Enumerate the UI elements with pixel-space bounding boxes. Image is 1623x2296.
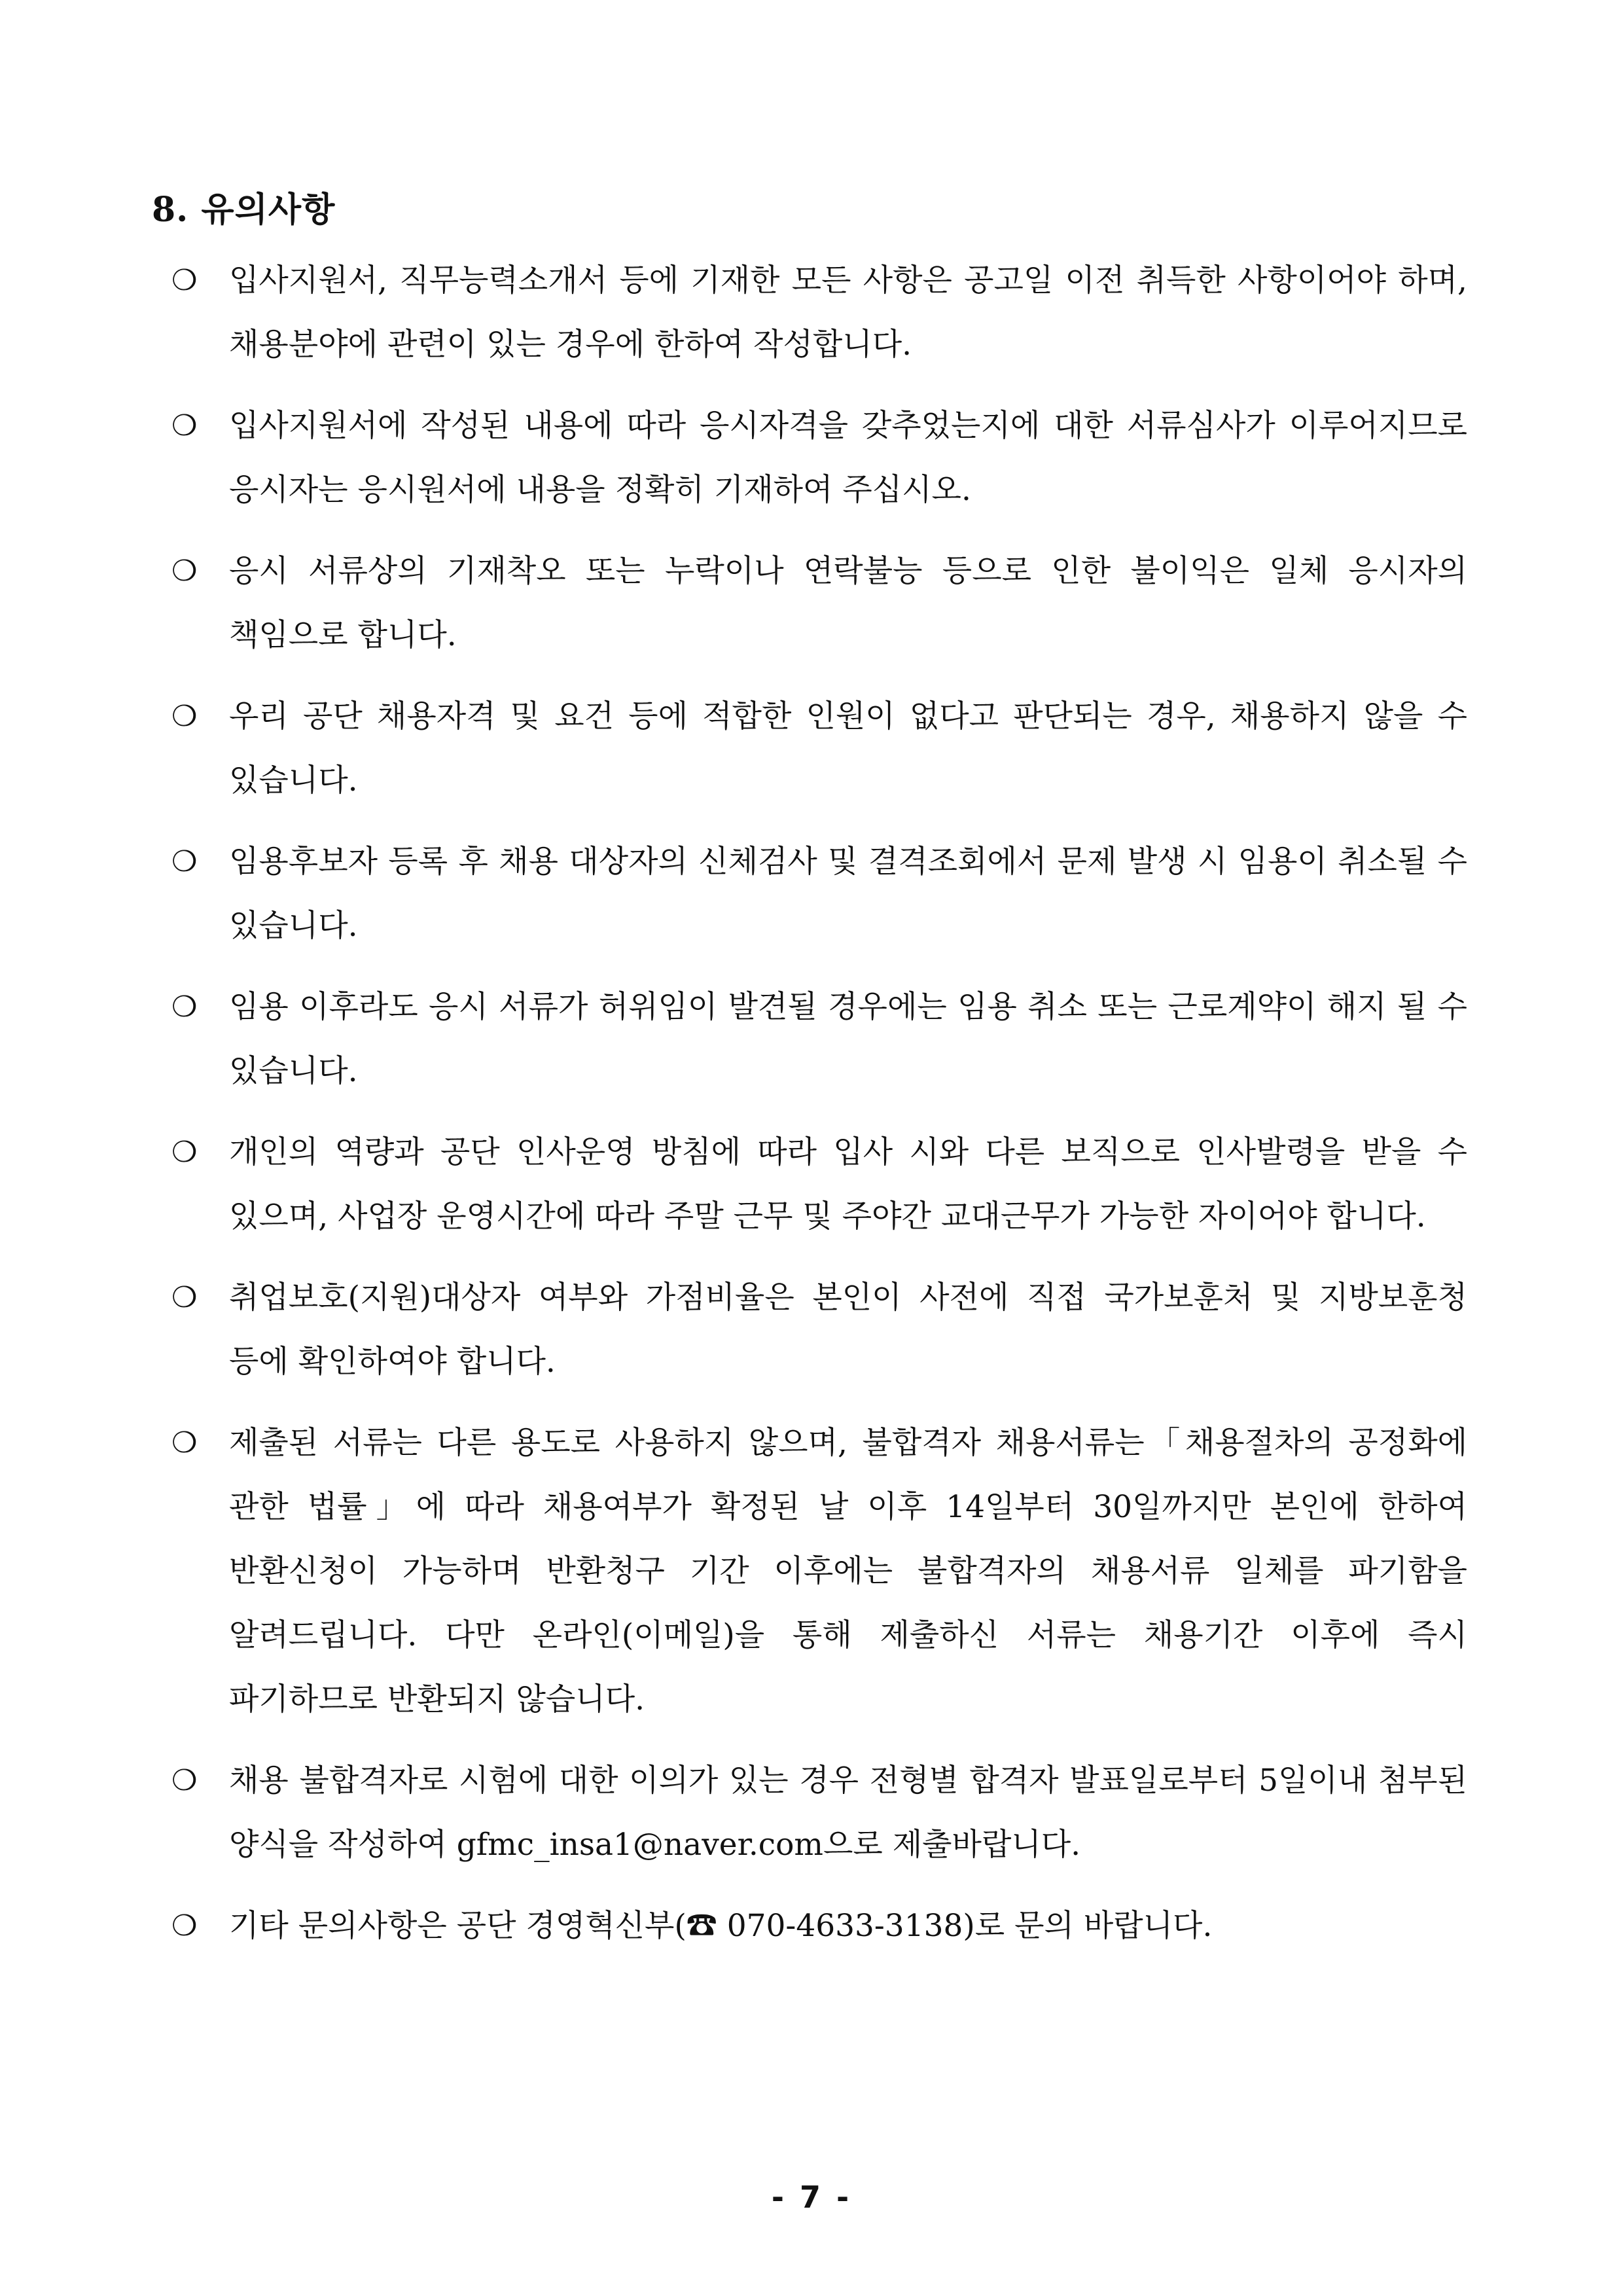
circle-bullet-icon: ❍ (171, 264, 198, 297)
list-item-text: 임용 이후라도 응시 서류가 허위임이 발견될 경우에는 임용 취소 또는 근로계약이 해지 될 수 있습니다. (229, 989, 1467, 1089)
list-item (171, 830, 1467, 958)
notice-list (171, 249, 1467, 1975)
circle-bullet-icon: ❍ (171, 1281, 198, 1314)
list-item-text: 취업보호(지원)대상자 여부와 가점비율은 본인이 사전에 직접 국가보훈처 및 지방보훈청 등에 확인하여야 합니다. (229, 1280, 1467, 1380)
list-item-text: 채용 불합격자로 시험에 대한 이의가 있는 경우 전형별 합격자 발표일로부터 5일이내 첨부된 양식을 작성하여 gfmc_insa1@naver.com으로 제출바랍니다. (229, 1763, 1467, 1863)
list-item-text: 제출된 서류는 다른 용도로 사용하지 않으며, 불합격자 채용서류는「채용절차의 공정화에 관한 법률」에 따라 채용여부가 확정된 날 이후 14일부터 30일까지만 본인에 한하여 반환신청이 가능하며 반환청구 기간 이후에는 불합격자의 채용서류 일체를 파기함을 알려드립니다. 다만 온라인(이메일)을 통해 제출하신 서류는 채용기간 이후에 즉시 파기하므로 반환되지 않습니다. (229, 1425, 1467, 1717)
list-item (171, 975, 1467, 1103)
list-item (171, 1749, 1467, 1877)
page-number: - 7 - (771, 2179, 852, 2215)
list-item (171, 685, 1467, 813)
list-item-text: 응시 서류상의 기재착오 또는 누락이나 연락불능 등으로 인한 불이익은 일체 응시자의 책임으로 합니다. (229, 553, 1467, 653)
list-item-text: 우리 공단 채용자격 및 요건 등에 적합한 인원이 없다고 판단되는 경우, 채용하지 않을 수 있습니다. (229, 698, 1467, 798)
list-item (171, 1411, 1467, 1732)
list-item-text: 기타 문의사항은 공단 경영혁신부(☎ 070-4633-3138)로 문의 바랍니다. (229, 1908, 1213, 1944)
circle-bullet-icon: ❍ (171, 1136, 198, 1169)
list-item-text: 입사지원서, 직무능력소개서 등에 기재한 모든 사항은 공고일 이전 취득한 사항이어야 하며, 채용분야에 관련이 있는 경우에 한하여 작성합니다. (229, 262, 1467, 363)
list-item-text: 개인의 역량과 공단 인사운영 방침에 따라 입사 시와 다른 보직으로 인사발령을 받을 수 있으며, 사업장 운영시간에 따라 주말 근무 및 주야간 교대근무가 가능한 자이어야 합니다. (229, 1134, 1467, 1234)
list-item-text: 입사지원서에 작성된 내용에 따라 응시자격을 갖추었는지에 대한 서류심사가 이루어지므로 응시자는 응시원서에 내용을 정확히 기재하여 주십시오. (229, 408, 1467, 508)
list-item (171, 1266, 1467, 1394)
circle-bullet-icon: ❍ (171, 1764, 198, 1797)
circle-bullet-icon: ❍ (171, 1426, 198, 1460)
list-item (171, 394, 1467, 522)
list-item (171, 1894, 1467, 1958)
section-title: 8. 유의사항 (152, 190, 336, 230)
circle-bullet-icon: ❍ (171, 409, 198, 442)
circle-bullet-icon: ❍ (171, 554, 198, 588)
circle-bullet-icon: ❍ (171, 990, 198, 1024)
list-item (171, 539, 1467, 668)
list-item (171, 1121, 1467, 1249)
circle-bullet-icon: ❍ (171, 1909, 198, 1943)
circle-bullet-icon: ❍ (171, 845, 198, 878)
circle-bullet-icon: ❍ (171, 700, 198, 733)
list-item (171, 249, 1467, 377)
list-item-text: 임용후보자 등록 후 채용 대상자의 신체검사 및 결격조회에서 문제 발생 시 임용이 취소될 수 있습니다. (229, 844, 1467, 944)
